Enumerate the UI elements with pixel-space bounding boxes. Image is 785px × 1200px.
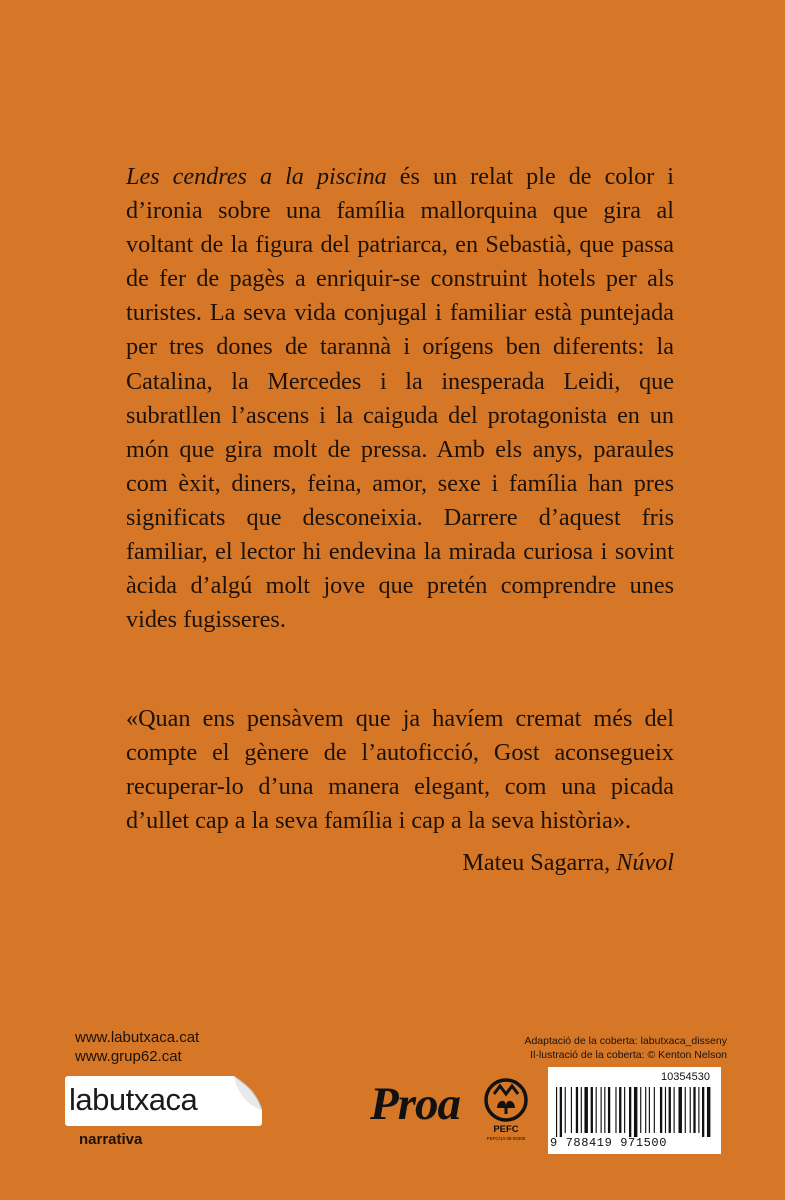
barcode-bar	[669, 1087, 671, 1133]
publisher-logo	[65, 1076, 262, 1126]
review-source: Núvol	[616, 849, 674, 876]
barcode-bar	[560, 1087, 562, 1137]
pefc-label: PEFC	[493, 1124, 519, 1135]
barcode-bar	[654, 1087, 655, 1133]
url-grup62[interactable]: www.grup62.cat	[75, 1048, 182, 1065]
product-code: 10354530	[661, 1071, 710, 1083]
book-title: Les cendres a la piscina	[126, 163, 387, 190]
pefc-code: PEFC/14-38-00305	[486, 1136, 526, 1141]
barcode-panel	[548, 1067, 721, 1154]
barcode-bar	[645, 1087, 646, 1133]
barcode-bar	[576, 1087, 578, 1133]
barcode-bar	[556, 1087, 557, 1137]
barcode-bar	[702, 1087, 704, 1137]
review-attribution	[462, 846, 674, 880]
barcode-bar	[693, 1087, 695, 1133]
barcode-bar	[634, 1087, 637, 1137]
barcode-bar	[624, 1087, 625, 1133]
page-curl-icon	[232, 1076, 262, 1110]
barcode-bar	[707, 1087, 710, 1137]
synopsis-paragraph	[126, 160, 674, 637]
barcode-bar	[604, 1087, 605, 1133]
barcode-bar	[698, 1087, 699, 1133]
barcode-bar	[674, 1087, 675, 1133]
barcode-bar	[690, 1087, 691, 1133]
collection-label: narrativa	[79, 1131, 143, 1148]
barcode-bar	[660, 1087, 662, 1133]
url-labutxaca[interactable]: www.labutxaca.cat	[75, 1029, 200, 1046]
barcode-bar	[665, 1087, 666, 1133]
barcode-bar	[591, 1087, 593, 1133]
review-author: Mateu Sagarra,	[462, 849, 617, 876]
barcode-bar	[649, 1087, 650, 1133]
isbn-digits: 9 788419 971500	[550, 1136, 668, 1150]
barcode-bar	[601, 1087, 602, 1133]
review-quote: «Quan ens pensàvem que ja havíem cremat més del compte el gènere de l’autoficció, Gost aconsegueix recuperar-lo d’una manera elegant, com una picada d’ullet cap a la seva família i cap a la seva història».	[126, 705, 674, 835]
barcode-bar	[584, 1087, 587, 1133]
barcode-bar	[685, 1087, 686, 1133]
barcode-bar	[565, 1087, 566, 1133]
barcode-bar	[619, 1087, 621, 1133]
barcode-bar	[679, 1087, 682, 1133]
synopsis-text: és un relat ple de color i d’ironia sobre una família mallorquina que gira al voltant de la figura del patriarca, en Sebastià, que passa de fer de pagès a enriquir-se construint hotels per als turistes. La seva vida conjugal i familiar està puntejada per tres dones de tarannà i orígens ben diferents: la Catalina, la Mercedes i la inesperada Leidi, que subratllen l’ascens i la caiguda del protagonista en un món que gira molt de pressa. Amb els anys, paraules com èxit, diners, feina, amor, sexe i família han pres significats que desconeixia. Darrere d’aquest fris familiar, el lector hi endevina la mirada curiosa i sovint àcida d’algú molt jove que pretén comprendre unes vides fugisseres.	[126, 163, 674, 634]
barcode-bar	[608, 1087, 610, 1133]
barcode-bar	[571, 1087, 572, 1133]
credit-illustration: Il·lustració de la coberta: © Kenton Nelson	[530, 1049, 727, 1061]
barcode-bar	[629, 1087, 631, 1137]
barcode-bar	[615, 1087, 616, 1133]
credit-cover-design: Adaptació de la coberta: labutxaca_disseny	[524, 1035, 727, 1047]
barcode-bar	[640, 1087, 641, 1133]
barcode-bar	[581, 1087, 582, 1133]
barcode-bar	[596, 1087, 597, 1133]
barcode-icon	[554, 1087, 714, 1137]
publisher-logo-text: labutxaca	[69, 1082, 198, 1117]
imprint-logo: Proa	[370, 1078, 460, 1130]
